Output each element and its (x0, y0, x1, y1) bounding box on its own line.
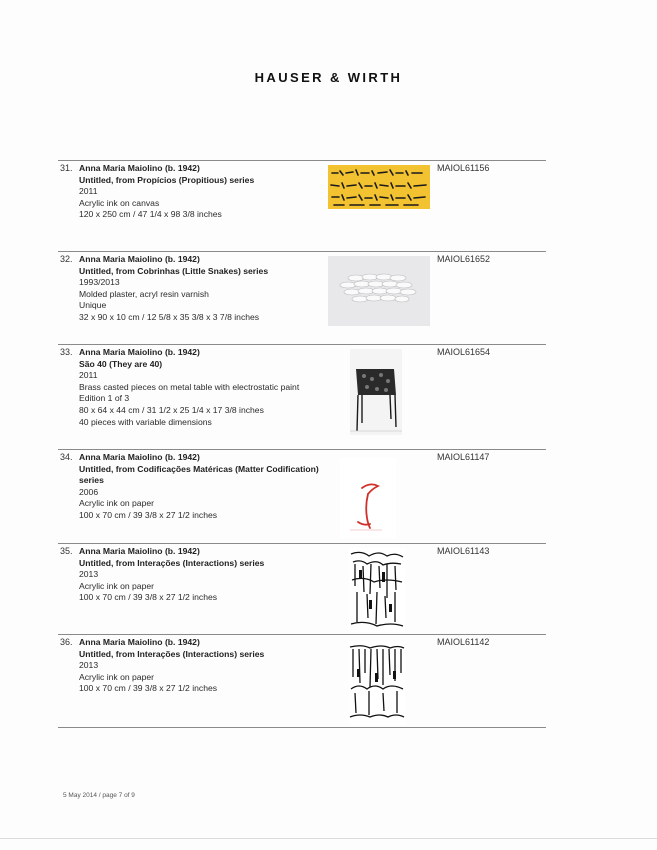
artist-name: Anna Maria Maiolino (b. 1942) (79, 546, 200, 556)
artwork-dimensions: 100 x 70 cm / 39 3/8 x 27 1/2 inches (79, 592, 218, 603)
artwork-thumbnail (328, 165, 430, 209)
artist-name: Anna Maria Maiolino (b. 1942) (79, 347, 200, 357)
artwork-edition: Unique (79, 300, 107, 311)
artwork-dimensions: 80 x 64 x 44 cm / 31 1/2 x 25 1/4 x 17 3/8 inches (79, 404, 264, 415)
artist-name: Anna Maria Maiolino (b. 1942) (79, 637, 200, 647)
entry-text (79, 546, 324, 604)
artwork-year: 2011 (79, 370, 98, 381)
artwork-title: São 40 (They are 40) (79, 358, 163, 369)
entry-number: 35. (60, 546, 73, 556)
artist-name: Anna Maria Maiolino (b. 1942) (79, 163, 200, 173)
inventory-code: MAIOL61143 (437, 546, 490, 556)
artwork-medium: Acrylic ink on paper (79, 498, 154, 509)
artwork-medium: Acrylic ink on canvas (79, 197, 160, 208)
artwork-title: Untitled, from Codificações Matéricas (Matter Codification) series (79, 463, 319, 486)
artwork-medium: Molded plaster, acryl resin varnish (79, 288, 209, 299)
separator-rule (58, 344, 546, 345)
inventory-code: MAIOL61142 (437, 637, 490, 647)
brand-header: HAUSER & WIRTH (254, 70, 403, 85)
artwork-year: 2011 (79, 186, 98, 197)
artist-name: Anna Maria Maiolino (b. 1942) (79, 452, 200, 462)
artwork-year: 1993/2013 (79, 277, 120, 288)
separator-rule (58, 160, 546, 161)
artwork-title: Untitled, from Interações (Interactions) series (79, 557, 265, 568)
entry-text (79, 347, 324, 428)
artwork-year: 2013 (79, 569, 99, 580)
artwork-thumbnail (349, 641, 405, 725)
artwork-dimensions: 32 x 90 x 10 cm / 12 5/8 x 35 3/8 x 3 7/8 inches (79, 311, 260, 322)
entry-number: 31. (60, 163, 73, 173)
entry-number: 34. (60, 452, 73, 462)
artwork-thumbnail (340, 458, 396, 538)
artwork-thumbnail (349, 548, 405, 632)
artwork-year: 2006 (79, 486, 99, 497)
entry-text (79, 254, 324, 324)
page-footer: 5 May 2014 / page 7 of 9 (63, 792, 135, 799)
artwork-title: Untitled, from Propícios (Propitious) series (79, 174, 255, 185)
artwork-medium: Acrylic ink on paper (79, 671, 154, 682)
separator-rule (58, 543, 546, 544)
artwork-dimensions: 120 x 250 cm / 47 1/4 x 98 3/8 inches (79, 209, 222, 220)
artwork-dimensions: 100 x 70 cm / 39 3/8 x 27 1/2 inches (79, 683, 218, 694)
artwork-thumbnail (328, 256, 430, 326)
inventory-code: MAIOL61652 (437, 254, 491, 264)
inventory-code: MAIOL61654 (437, 347, 491, 357)
artwork-dimensions: 100 x 70 cm / 39 3/8 x 27 1/2 inches (79, 509, 218, 520)
separator-rule (58, 634, 546, 635)
artwork-edition: Edition 1 of 3 (79, 393, 130, 404)
artwork-medium: Brass casted pieces on metal table with electrostatic paint (79, 381, 300, 392)
entry-text (79, 452, 324, 522)
artist-name: Anna Maria Maiolino (b. 1942) (79, 254, 200, 264)
artwork-title: Untitled, from Interações (Interactions) series (79, 648, 265, 659)
separator-rule (58, 251, 546, 252)
separator-rule (58, 449, 546, 450)
artwork-year: 2013 (79, 660, 99, 671)
artwork-thumbnail (350, 349, 402, 435)
entry-text (79, 637, 324, 695)
artwork-title: Untitled, from Cobrinhas (Little Snakes) series (79, 265, 269, 276)
inventory-code: MAIOL61147 (437, 452, 490, 462)
entry-number: 32. (60, 254, 73, 264)
separator-rule (58, 727, 546, 728)
artwork-note: 40 pieces with variable dimensions (79, 416, 212, 427)
bottom-edge-line (0, 838, 657, 839)
entry-number: 36. (60, 637, 73, 647)
entry-text (79, 163, 324, 221)
entry-number: 33. (60, 347, 73, 357)
inventory-code: MAIOL61156 (437, 163, 490, 173)
artwork-medium: Acrylic ink on paper (79, 580, 154, 591)
